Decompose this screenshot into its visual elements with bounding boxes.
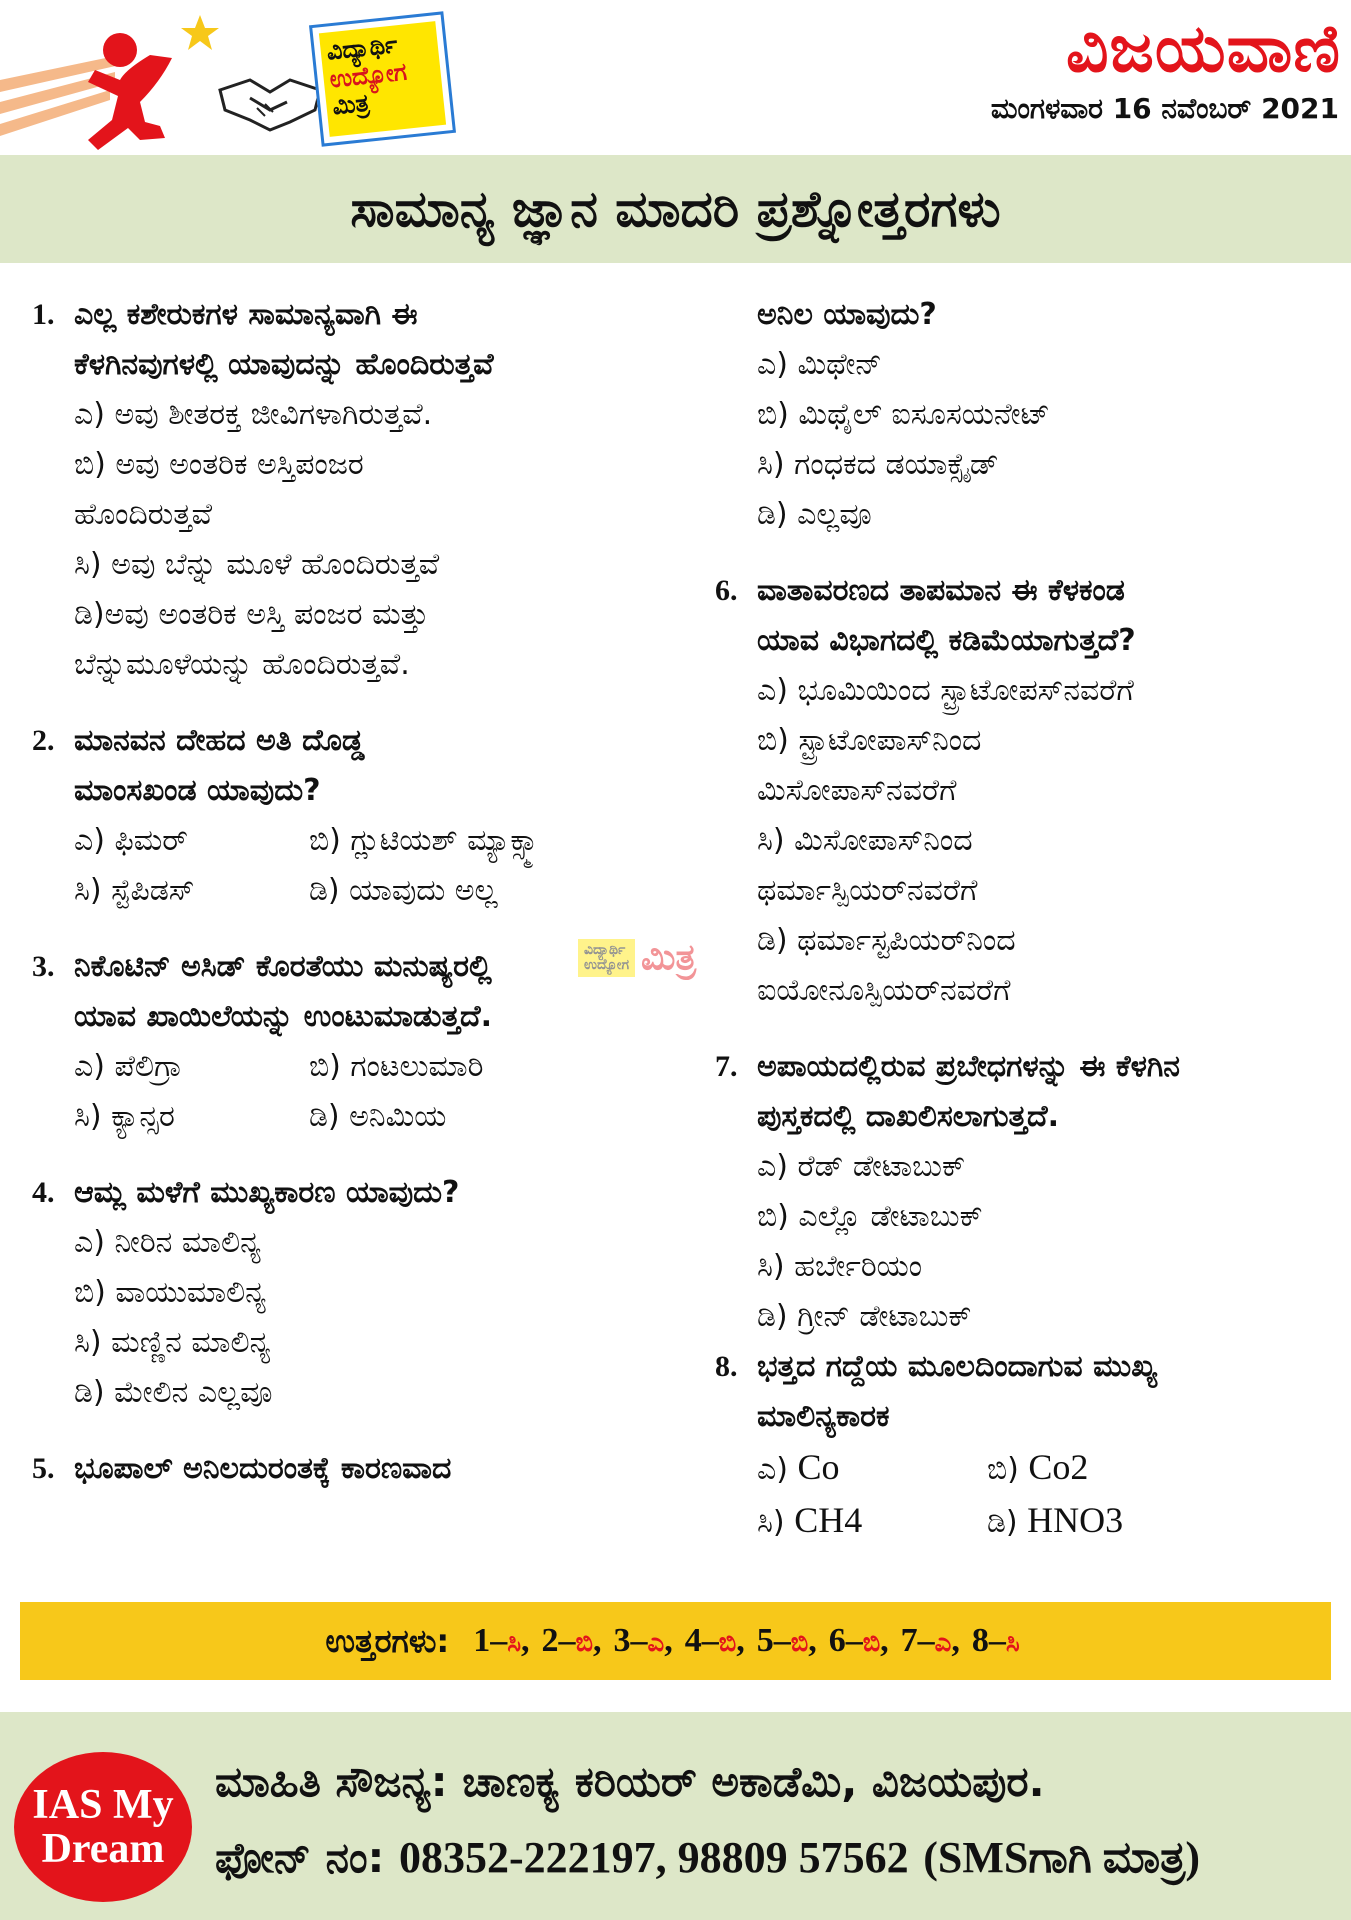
question-text: ಭೂಪಾಲ್ ಅನಿಲದುರಂತಕ್ಕೆ ಕಾರಣವಾದ	[74, 1451, 452, 1486]
answers-band	[20, 1602, 1331, 1680]
credit-line: ಮಾಹಿತಿ ಸೌಜನ್ಯ: ಚಾಣಕ್ಯ ಕರಿಯರ್ ಅಕಾಡೆಮಿ, ವಿಜಯಪುರ.	[215, 1757, 1045, 1806]
newspaper-name: ವಿಜಯವಾಣಿ	[1065, 10, 1341, 87]
question-5-continued	[715, 290, 1335, 540]
question-text: ಅನಿಲ ಯಾವುದು?	[757, 297, 937, 332]
option: ಡಿ) ಥರ್ಮಾಸ್ಟಪಿಯರ್‌ನಿಂದ	[757, 923, 1016, 958]
running-figure-logo-icon	[0, 10, 230, 155]
phone-label: ಫೋನ್ ನಂ:	[215, 1833, 385, 1882]
question-text: ಪುಸ್ತಕದಲ್ಲಿ ದಾಖಲಿಸಲಾಗುತ್ತದೆ.	[757, 1099, 1059, 1134]
answer-item: 5–ಬಿ,	[756, 1622, 817, 1659]
question-text: ಆಮ್ಲ ಮಳೆಗೆ ಮುಖ್ಯಕಾರಣ ಯಾವುದು?	[74, 1175, 460, 1210]
badge-line-1: IAS My	[32, 1781, 174, 1828]
option: ಬಿ) Co2	[987, 1447, 1089, 1487]
question-text: ನಿಕೊಟಿನ್ ಅಸಿಡ್ ಕೊರತೆಯು ಮನುಷ್ಯರಲ್ಲಿ	[74, 949, 492, 984]
vidyarthi-mitra-badge	[309, 11, 456, 146]
option: ಬಿ) ಮಿಥೈಲ್ ಐಸೂಸಯನೇಟ್	[757, 397, 1050, 432]
option: ಸಿ) ಗಂಧಕದ ಡಯಾಕ್ಸೈಡ್	[757, 447, 999, 482]
option: ಹೊಂದಿರುತ್ತವೆ	[74, 497, 213, 532]
option: ಬಿ) ಗ್ಲುಟಿಯಶ್ ಮ್ಯಾಕ್ಸ್ಮಾ	[309, 823, 545, 858]
option: ಬಿ) ಗಂಟಲುಮಾರಿ	[309, 1049, 484, 1084]
question-5-start	[32, 1444, 672, 1494]
question-number: 8.	[715, 1350, 738, 1383]
option: ಡಿ) ಅನಿಮಿಯ	[309, 1099, 447, 1134]
question-3	[32, 942, 672, 1142]
page-title: ಸಾಮಾನ್ಯ ಜ್ಞಾನ ಮಾದರಿ ಪ್ರಶ್ನೋತ್ತರಗಳು	[350, 179, 1001, 238]
option: ಸಿ) CH4	[757, 1500, 863, 1540]
question-text: ಎಲ್ಲ ಕಶೇರುಕಗಳ ಸಾಮಾನ್ಯವಾಗಿ ಈ	[74, 297, 418, 332]
option: ಸಿ) ಮಿಸೋಪಾಸ್‌ನಿಂದ	[757, 823, 973, 858]
option: ಸಿ) ಅವು ಬೆನ್ನು ಮೂಳೆ ಹೊಂದಿರುತ್ತವೆ	[74, 547, 440, 582]
option: ಎ) ನೀರಿನ ಮಾಲಿನ್ಯ	[74, 1225, 261, 1260]
question-4	[32, 1168, 672, 1418]
question-7	[715, 1042, 1335, 1342]
question-text: ಭತ್ತದ ಗದ್ದೆಯ ಮೂಲದಿಂದಾಗುವ ಮುಖ್ಯ	[757, 1349, 1158, 1384]
option: ಬೆನ್ನುಮೂಳೆಯನ್ನು ಹೊಂದಿರುತ್ತವೆ.	[74, 647, 410, 682]
option: ಎ) ಅವು ಶೀತರಕ್ತ ಜೀವಿಗಳಾಗಿರುತ್ತವೆ.	[74, 397, 433, 432]
question-6	[715, 566, 1335, 1016]
question-text: ಮಾಲಿನ್ಯಕಾರಕ	[757, 1399, 890, 1434]
option: ಸಿ) ಹರ್ಬೇರಿಯಂ	[757, 1249, 923, 1284]
phone-numbers: 08352-222197, 98809 57562	[398, 1833, 909, 1882]
option: ಡಿ) ಮೇಲಿನ ಎಲ್ಲವೂ	[74, 1375, 273, 1410]
option: ಡಿ) ಗ್ರೀನ್ ಡೇಟಾಬುಕ್	[757, 1299, 972, 1334]
option: ಡಿ) ಯಾವುದು ಅಲ್ಲ	[309, 873, 498, 908]
question-number: 1.	[32, 298, 55, 331]
question-number: 2.	[32, 724, 55, 757]
question-number: 7.	[715, 1050, 738, 1083]
answer-item: 8–ಸಿ	[971, 1622, 1020, 1659]
answer-item: 2–ಬಿ,	[541, 1622, 602, 1659]
answer-item: 6–ಬಿ,	[828, 1622, 889, 1659]
badge-line-2: Dream	[41, 1826, 165, 1872]
option: ಡಿ)ಅವು ಅಂತರಿಕ ಅಸ್ತಿ ಪಂಜರ ಮತ್ತು	[74, 597, 429, 632]
option: ಎ) ಪೆಲಿಗ್ರಾ	[74, 1049, 183, 1084]
option: ಬಿ) ವಾಯುಮಾಲಿನ್ಯ	[74, 1275, 266, 1310]
question-text: ಯಾವ ವಿಭಾಗದಲ್ಲಿ ಕಡಿಮೆಯಾಗುತ್ತದೆ?	[757, 623, 1136, 658]
option: ಎ) ಫಿಮರ್	[74, 823, 188, 858]
option: ಸಿ) ಸ್ಟೆಪಿಡಸ್	[74, 873, 195, 908]
sms-note: (SMSಗಾಗಿ ಮಾತ್ರ)	[923, 1833, 1200, 1882]
answers-label: ಉತ್ತರಗಳು:	[325, 1621, 450, 1660]
issue-date: ಮಂಗಳವಾರ 16 ನವೆಂಬರ್ 2021	[990, 92, 1339, 125]
handshake-icon	[215, 60, 325, 140]
option: ಎ) Co	[757, 1447, 840, 1487]
title-band	[0, 155, 1351, 263]
question-text: ಅಪಾಯದಲ್ಲಿರುವ ಪ್ರಬೇಧಗಳನ್ನು ಈ ಕೆಳಗಿನ	[757, 1049, 1180, 1084]
option: ಡಿ) ಎಲ್ಲವೂ	[757, 497, 872, 532]
option: ಬಿ) ಸ್ಟ್ರಾಟೋಪಾಸ್‌ನಿಂದ	[757, 723, 982, 758]
badge-line-1: ವಿದ್ಯಾರ್ಥಿ	[325, 30, 399, 66]
answer-item: 1–ಸಿ,	[473, 1622, 530, 1659]
question-1	[32, 290, 672, 690]
watermark-big: ಮಿತ್ರ	[641, 937, 697, 978]
option: ಐಯೋನೂಸ್ಪಿಯರ್‌ನವರೆಗೆ	[757, 973, 1011, 1008]
ias-my-dream-badge	[14, 1752, 192, 1902]
answer-item: 7–ಎ,	[900, 1622, 960, 1659]
option: ಬಿ) ಅವು ಅಂತರಿಕ ಅಸ್ತಿಪಂಜರ	[74, 447, 364, 482]
option: ಎ) ಭೂಮಿಯಿಂದ ಸ್ಟ್ರಾಟೋಪಸ್‌ನವರೆಗೆ	[757, 673, 1134, 708]
question-number: 3.	[32, 950, 55, 983]
badge-line-3: ಮಿತ್ರ	[331, 88, 371, 121]
option: ಸಿ) ಕ್ಯಾನ್ಸರ	[74, 1099, 175, 1134]
footer	[0, 1712, 1351, 1920]
question-text: ಕೆಳಗಿನವುಗಳಲ್ಲಿ ಯಾವುದನ್ನು ಹೊಂದಿರುತ್ತವೆ	[74, 347, 494, 382]
answer-item: 4–ಬಿ,	[684, 1622, 745, 1659]
watermark-line-1: ವಿದ್ಯಾರ್ಥಿ	[584, 941, 626, 958]
question-number: 6.	[715, 574, 738, 607]
question-text: ಯಾವ ಖಾಯಿಲೆಯನ್ನು ಉಂಟುಮಾಡುತ್ತದೆ.	[74, 999, 492, 1034]
option: ಡಿ) HNO3	[987, 1500, 1124, 1540]
page-header	[0, 0, 1351, 155]
question-number: 4.	[32, 1176, 55, 1209]
question-text: ವಾತಾವರಣದ ತಾಪಮಾನ ಈ ಕೆಳಕಂಡ	[757, 573, 1125, 608]
option: ಮಿಸೋಪಾಸ್‌ನವರೆಗೆ	[757, 773, 957, 808]
question-text: ಮಾನವನ ದೇಹದ ಅತಿ ದೊಡ್ಡ	[74, 723, 365, 758]
option: ಎ) ರೆಡ್ ಡೇಟಾಬುಕ್	[757, 1149, 966, 1184]
option: ಎ) ಮಿಥೇನ್	[757, 347, 882, 382]
option: ಬಿ) ಎಲ್ಲೊ ಡೇಟಾಬುಕ್	[757, 1199, 983, 1234]
option: ಥರ್ಮಾಸ್ಪಿಯರ್‌ನವರೆಗೆ	[757, 873, 978, 908]
question-text: ಮಾಂಸಖಂಡ ಯಾವುದು?	[74, 773, 321, 808]
left-column	[32, 290, 672, 1520]
question-8	[715, 1342, 1335, 1548]
watermark-logo	[578, 932, 768, 984]
question-number: 5.	[32, 1452, 55, 1485]
option: ಸಿ) ಮಣ್ಣಿನ ಮಾಲಿನ್ಯ	[74, 1325, 271, 1360]
watermark-line-2: ಉದ್ಯೋಗ	[584, 957, 630, 973]
question-2	[32, 716, 672, 916]
phone-line	[215, 1832, 1200, 1883]
badge-line-2: ಉದ್ಯೋಗ	[328, 57, 408, 94]
answer-item: 3–ಎ,	[613, 1622, 673, 1659]
right-column	[715, 290, 1335, 1574]
